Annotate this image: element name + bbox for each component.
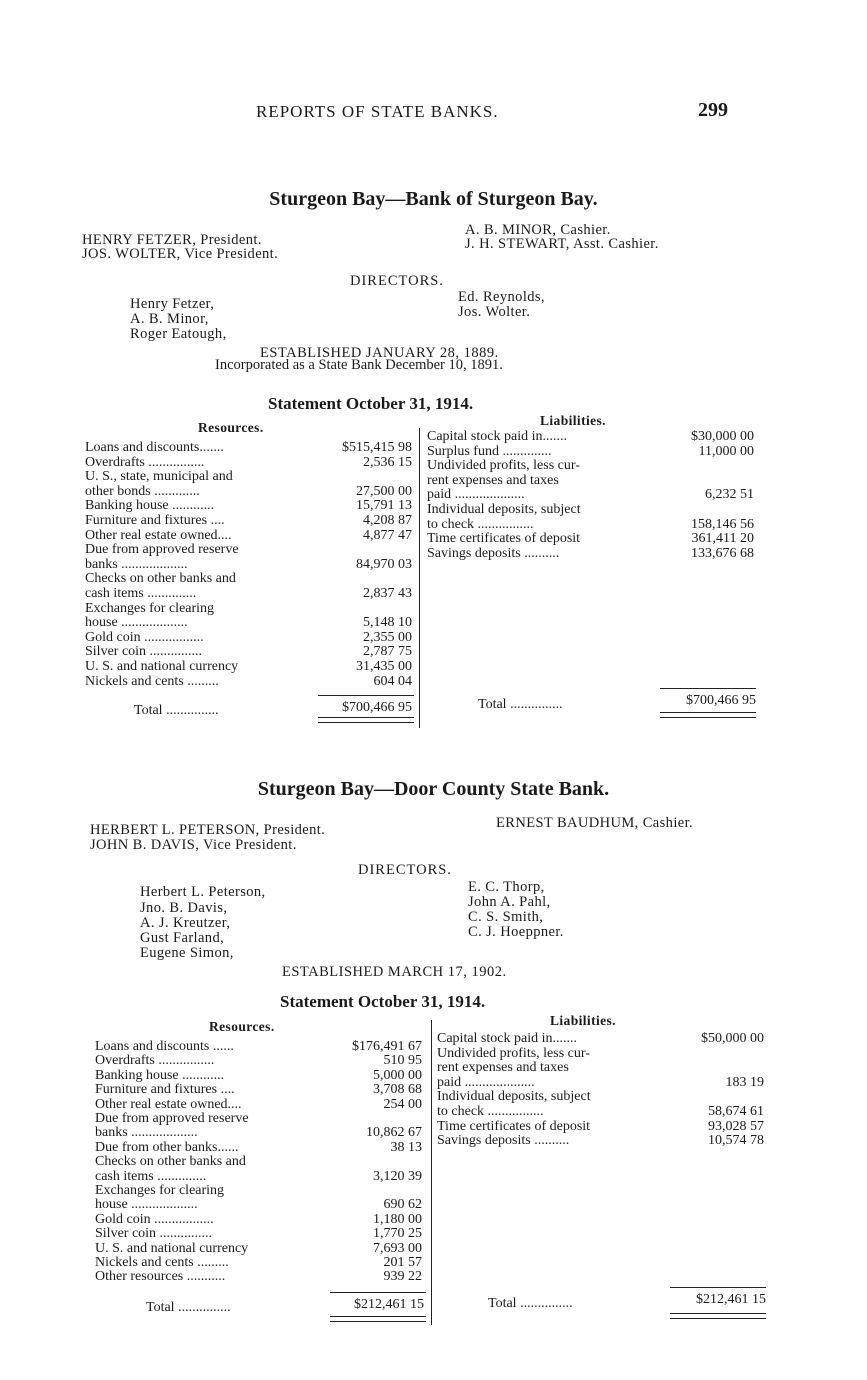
ledger-item-label: Loans and discounts ...... — [95, 1039, 234, 1054]
ledger-item-label: Nickels and cents ......... — [85, 673, 219, 689]
ledger-item-label: paid .................... — [437, 1074, 535, 1090]
bank-title: Sturgeon Bay—Door County State Bank. — [257, 778, 610, 800]
ledger-item-label: Overdrafts ................ — [95, 1053, 215, 1069]
ledger-item-amount: 254 00 — [383, 1096, 422, 1112]
ledger-item-amount: 133,676 68 — [691, 545, 754, 561]
ledger-item-amount: 10,574 78 — [708, 1133, 764, 1149]
ledger-item-amount: 2,536 15 — [363, 454, 412, 470]
officer-cashier: ERNEST BAUDHUM, Cashier. — [496, 815, 694, 831]
ledger-item-label: U. S. and national currency — [85, 659, 239, 674]
ledger-item-label: paid .................... — [427, 487, 525, 503]
rule-line — [330, 1292, 426, 1293]
ledger-item-amount: 3,120 39 — [373, 1168, 422, 1184]
ledger-item-label: Undivided profits, less cur- — [427, 458, 580, 474]
rule-line — [660, 688, 756, 689]
ledger-item-label: Furniture and fixtures .... — [95, 1082, 235, 1098]
ledger-item-amount: 15,791 13 — [356, 498, 412, 514]
director: Eugene Simon, — [140, 945, 234, 961]
ledger-item-label: Furniture and fixtures .... — [85, 513, 225, 528]
liabilities-total: $212,461 15 — [696, 1292, 766, 1307]
statement-title: Statement October 31, 1914. — [280, 992, 486, 1011]
ledger-item-amount: 158,146 56 — [691, 516, 754, 532]
ledger-item-amount: 183 19 — [725, 1074, 764, 1090]
director: Roger Eatough, — [130, 326, 227, 342]
directors-heading: DIRECTORS. — [358, 862, 452, 878]
ledger-item-label: house ................... — [95, 1197, 198, 1213]
ledger-item-label: U. S., state, municipal and — [85, 469, 233, 485]
ledger-item-label: Silver coin ............... — [95, 1226, 213, 1242]
rule-line — [318, 695, 414, 696]
ledger-item-amount: 27,500 00 — [356, 483, 412, 499]
ledger-item-label: to check ................ — [427, 516, 534, 532]
incorporated-date: Incorporated as a State Bank December 10, 1891. — [215, 357, 503, 373]
bank-title: Sturgeon Bay—Bank of Sturgeon Bay. — [269, 188, 598, 210]
officer-vice-president: JOHN B. DAVIS, Vice President. — [90, 837, 297, 853]
ledger-item-amount: 5,148 10 — [363, 615, 412, 631]
ledger-item-amount: 4,877 47 — [363, 527, 412, 543]
ledger-item-amount: 1,180 00 — [373, 1211, 422, 1227]
ledger-item-amount: 31,435 00 — [356, 659, 412, 674]
director: Gust Farland, — [140, 930, 225, 946]
ledger-item-label: Capital stock paid in....... — [437, 1031, 577, 1046]
double-rule-line — [660, 712, 756, 718]
officer-president: HERBERT L. PETERSON, President. — [90, 822, 326, 838]
ledger-item-amount: $30,000 00 — [691, 429, 754, 444]
ledger-item-amount: 38 13 — [390, 1139, 422, 1155]
ledger-item-label: Gold coin ................. — [85, 629, 204, 645]
ledger-item-label: Due from approved reserve — [85, 542, 239, 558]
ledger-item-label: Other resources ........... — [95, 1269, 226, 1285]
ledger-item-label: cash items .............. — [85, 586, 197, 601]
ledger-item-label: Time certificates of deposit — [427, 531, 581, 547]
resources-total-label: Total ............... — [134, 703, 219, 718]
ledger-item-label: Exchanges for clearing — [85, 600, 215, 616]
ledger-item-amount: 6,232 51 — [705, 487, 754, 503]
ledger-item-amount: $176,491 67 — [352, 1039, 422, 1054]
ledger-item-amount: 11,000 00 — [698, 443, 754, 459]
resources-heading: Resources. — [198, 420, 264, 435]
ledger-item-label: rent expenses and taxes — [437, 1060, 569, 1076]
ledger-item-label: Gold coin ................. — [95, 1211, 214, 1227]
resources-total-label: Total ............... — [146, 1300, 231, 1315]
ledger-item-label: Individual deposits, subject — [427, 502, 581, 517]
ledger-item-amount: $515,415 98 — [342, 440, 412, 455]
established-date: ESTABLISHED MARCH 17, 1902. — [282, 964, 507, 980]
ledger-item-amount: 2,787 75 — [363, 644, 412, 660]
liabilities-heading: Liabilities. — [550, 1013, 616, 1028]
ledger-item-amount: 2,837 43 — [363, 586, 412, 601]
ledger-item-amount: 3,708 68 — [373, 1082, 422, 1098]
ledger-item-amount: 604 04 — [373, 673, 412, 689]
director: Jos. Wolter. — [458, 304, 531, 320]
director: C. J. Hoeppner. — [468, 924, 564, 940]
director: Ed. Reynolds, — [458, 289, 545, 305]
double-rule-line — [318, 717, 414, 723]
ledger-item-amount: 2,355 00 — [363, 629, 412, 645]
ledger-item-label: to check ................ — [437, 1104, 544, 1119]
ledger-item-label: Checks on other banks and — [85, 571, 236, 587]
resources-total: $212,461 15 — [354, 1297, 424, 1312]
ledger-item-amount: 7,693 00 — [373, 1240, 422, 1256]
ledger-item-amount: 510 95 — [383, 1053, 422, 1069]
ledger-item-label: banks ................... — [85, 556, 188, 572]
ledger-item-label: Undivided profits, less cur- — [437, 1045, 590, 1061]
liabilities-total: $700,466 95 — [686, 693, 756, 708]
director: John A. Pahl, — [468, 894, 551, 910]
ledger-item-amount: 690 62 — [383, 1197, 422, 1213]
rule-line — [670, 1287, 766, 1288]
ledger-item-label: Other real estate owned.... — [85, 527, 232, 543]
director: Henry Fetzer, — [130, 296, 215, 312]
liabilities-heading: Liabilities. — [540, 413, 606, 428]
liabilities-total-label: Total ............... — [488, 1296, 573, 1311]
double-rule-line — [670, 1313, 766, 1319]
established-date: ESTABLISHED JANUARY 28, 1889. — [260, 345, 499, 361]
ledger-item-amount: 84,970 03 — [356, 556, 412, 572]
ledger-item-amount: 201 57 — [383, 1255, 422, 1270]
ledger-item-label: Savings deposits .......... — [427, 545, 560, 561]
director: Jno. B. Davis, — [140, 900, 228, 916]
ledger-item-label: Exchanges for clearing — [95, 1183, 225, 1198]
ledger-item-amount: 1,770 25 — [373, 1226, 422, 1242]
ledger-item-label: Banking house ............ — [85, 498, 215, 514]
ledger-item-amount: 10,862 67 — [366, 1125, 422, 1141]
ledger-item-amount: 58,674 61 — [708, 1104, 764, 1119]
column-divider — [419, 428, 420, 728]
ledger-item-amount: 5,000 00 — [373, 1067, 422, 1083]
ledger-item-label: cash items .............. — [95, 1168, 207, 1184]
director: C. S. Smith, — [468, 909, 544, 925]
ledger-item-amount: 939 22 — [383, 1269, 422, 1285]
director: Herbert L. Peterson, — [140, 884, 266, 900]
director: A. B. Minor, — [130, 311, 209, 327]
director: A. J. Kreutzer, — [140, 915, 231, 931]
ledger-item-label: Nickels and cents ......... — [95, 1255, 229, 1270]
officer-vice-president: JOS. WOLTER, Vice President. — [82, 246, 279, 262]
ledger-item-amount: 4,208 87 — [363, 513, 412, 528]
running-head: REPORTS OF STATE BANKS. — [256, 102, 499, 121]
ledger-item-label: Overdrafts ................ — [85, 454, 205, 470]
column-divider — [431, 1020, 432, 1325]
ledger-item-label: Individual deposits, subject — [437, 1089, 591, 1105]
ledger-item-label: other bonds ............. — [85, 483, 200, 499]
ledger-item-label: Due from approved reserve — [95, 1111, 249, 1126]
ledger-item-label: Surplus fund .............. — [427, 443, 552, 459]
directors-heading: DIRECTORS. — [350, 273, 444, 289]
ledger-item-label: Savings deposits .......... — [437, 1133, 570, 1149]
ledger-item-label: Loans and discounts....... — [85, 440, 224, 455]
officer-cashier: A. B. MINOR, Cashier. — [465, 222, 611, 238]
statement-title: Statement October 31, 1914. — [268, 394, 474, 413]
ledger-item-label: Time certificates of deposit — [437, 1118, 591, 1134]
ledger-item-amount: 361,411 20 — [691, 531, 754, 547]
ledger-item-label: banks ................... — [95, 1125, 198, 1141]
ledger-item-amount: $50,000 00 — [701, 1031, 764, 1046]
liabilities-total-label: Total ............... — [478, 697, 563, 712]
ledger-item-label: Banking house ............ — [95, 1067, 225, 1083]
ledger-item-label: Capital stock paid in....... — [427, 429, 567, 444]
ledger-item-label: Silver coin ............... — [85, 644, 203, 660]
ledger-item-label: Other real estate owned.... — [95, 1096, 242, 1112]
page-number: 299 — [698, 99, 728, 121]
officer-president: HENRY FETZER, President. — [82, 232, 262, 248]
ledger-item-label: Checks on other banks and — [95, 1154, 246, 1170]
resources-heading: Resources. — [209, 1019, 275, 1034]
ledger-item-label: Due from other banks...... — [95, 1139, 239, 1155]
officer-asst-cashier: J. H. STEWART, Asst. Cashier. — [465, 236, 659, 252]
ledger-item-label: U. S. and national currency — [95, 1240, 249, 1256]
director: E. C. Thorp, — [468, 879, 545, 895]
ledger-item-amount: 93,028 57 — [708, 1118, 764, 1134]
double-rule-line — [330, 1316, 426, 1322]
ledger-item-label: house ................... — [85, 615, 188, 631]
resources-total: $700,466 95 — [342, 700, 412, 715]
ledger-item-label: rent expenses and taxes — [427, 472, 559, 488]
